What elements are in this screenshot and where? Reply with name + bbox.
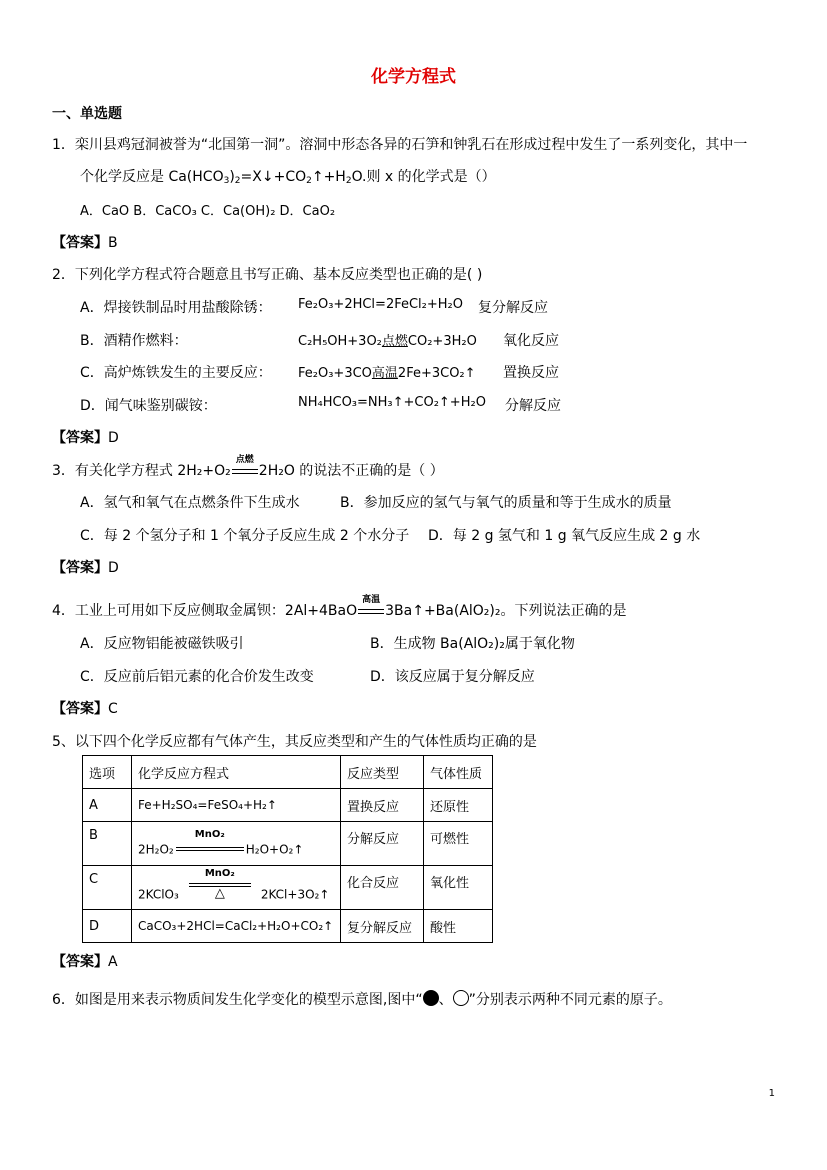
q4-stem: 4．工业上可用如下反应侧取金属钡：2Al+4BaO 高温 3Ba↑+Ba(AlO₂)₂。下列说法正确的是 xyxy=(52,600,627,620)
q2-option-c-equation: Fe₂O₃+3CO高温2Fe+3CO₂↑ xyxy=(298,366,476,381)
table-row: D CaCO₃+2HCl=CaCl₂+H₂O+CO₂↑ 复分解反应 酸性 xyxy=(83,910,493,943)
white-atom-icon xyxy=(453,990,469,1006)
q4-option-a: A．反应物铝能被磁铁吸引 xyxy=(80,636,244,652)
high-temp-condition: 高温 xyxy=(362,595,381,605)
q5-table xyxy=(82,755,493,943)
q3-option-a: A．氢气和氧气在点燃条件下生成水 xyxy=(80,495,300,511)
header-equation: 化学反应方程式 xyxy=(132,756,341,789)
q4-option-d: D．该反应属于复分解反应 xyxy=(370,669,535,685)
q2-option-a-equation: Fe₂O₃+2HCl=2FeCl₂+H₂O xyxy=(298,297,463,312)
page-number: 1 xyxy=(768,1088,775,1099)
q2-option-b-label: B．酒精作燃料： xyxy=(80,333,188,349)
q2-option-b-equation: C₂H₅OH+3O₂点燃CO₂+3H₂O xyxy=(298,334,477,349)
q2-option-b-type: 氧化反应 xyxy=(503,333,559,349)
q2-option-a-label: A．焊接铁制品时用盐酸除锈： xyxy=(80,300,272,316)
table-row: B 2H₂O₂ MnO₂ H₂O+O₂↑ 分解反应 可燃性 xyxy=(83,822,493,866)
q3-option-b: B．参加反应的氢气与氧气的质量和等于生成水的质量 xyxy=(340,495,672,511)
q2-option-c-type: 置换反应 xyxy=(503,365,559,381)
q1-options: A．CaO B．CaCO₃ C．Ca(OH)₂ D．CaO₂ xyxy=(80,204,336,219)
ignition-condition: 点燃 xyxy=(235,455,254,465)
table-header-row xyxy=(83,756,493,789)
q4-option-b: B．生成物 Ba(AlO₂)₂属于氧化物 xyxy=(370,636,575,652)
black-atom-icon xyxy=(423,990,439,1006)
q1-answer: 【答案】B xyxy=(52,235,118,251)
q6-stem: 6．如图是用来表示物质间发生化学变化的模型示意图,图中“ 、 ”分别表示两种不同元素的原子。 xyxy=(52,992,672,1008)
table-row: A Fe+H₂SO₄=FeSO₄+H₂↑ 置换反应 还原性 xyxy=(83,789,493,822)
q3-option-c: C．每 2 个氢分子和 1 个氧分子反应生成 2 个水分子 xyxy=(80,528,410,544)
header-option: 选项 xyxy=(83,756,132,789)
q1-line1: 1．栾川县鸡冠洞被誉为“北国第一洞”。溶洞中形态各异的石笋和钟乳石在形成过程中发生了一系列变化，其中一 xyxy=(52,137,748,153)
q3-option-d: D．每 2 g 氢气和 1 g 氧气反应生成 2 g 水 xyxy=(428,528,701,544)
table-row: C 2KClO₃ MnO₂ △ 2KCl+3O₂↑ 化合反应 氧化性 xyxy=(83,866,493,910)
page-title: 化学方程式 xyxy=(371,67,456,87)
q4-answer: 【答案】C xyxy=(52,701,118,717)
q2-option-d-equation: NH₄HCO₃=NH₃↑+CO₂↑+H₂O xyxy=(298,395,486,410)
q5-answer: 【答案】A xyxy=(52,954,118,970)
q5-stem: 5、以下四个化学反应都有气体产生，其反应类型和产生的气体性质均正确的是 xyxy=(52,734,537,750)
q2-option-d-label: D．闻气味鉴别碳铵： xyxy=(80,398,217,414)
q2-option-d-type: 分解反应 xyxy=(505,398,561,414)
heat-symbol: △ xyxy=(214,885,225,901)
section-heading: 一、单选题 xyxy=(52,106,122,122)
q3-answer: 【答案】D xyxy=(52,560,119,576)
q2-option-a-type: 复分解反应 xyxy=(478,300,548,316)
q3-stem: 3．有关化学方程式 2H₂+O₂ 点燃 2H₂O 的说法不正确的是（ ） xyxy=(52,460,444,480)
header-type: 反应类型 xyxy=(341,756,424,789)
q2-stem: 2．下列化学方程式符合题意且书写正确、基本反应类型也正确的是( ) xyxy=(52,267,483,283)
q4-option-c: C．反应前后铝元素的化合价发生改变 xyxy=(80,669,314,685)
q1-line2: 个化学反应是 $Ca(HCO_3)_2=X↓+CO_2↑+H_2O$.则 x 的化学式是（） xyxy=(80,169,496,186)
catalyst-heat-arrow: MnO₂ △ xyxy=(187,886,253,904)
catalyst-arrow: MnO₂ xyxy=(174,841,246,859)
q2-option-c-label: C．高炉炼铁发生的主要反应： xyxy=(80,365,272,381)
header-property: 气体性质 xyxy=(424,756,493,789)
q2-answer: 【答案】D xyxy=(52,430,119,446)
